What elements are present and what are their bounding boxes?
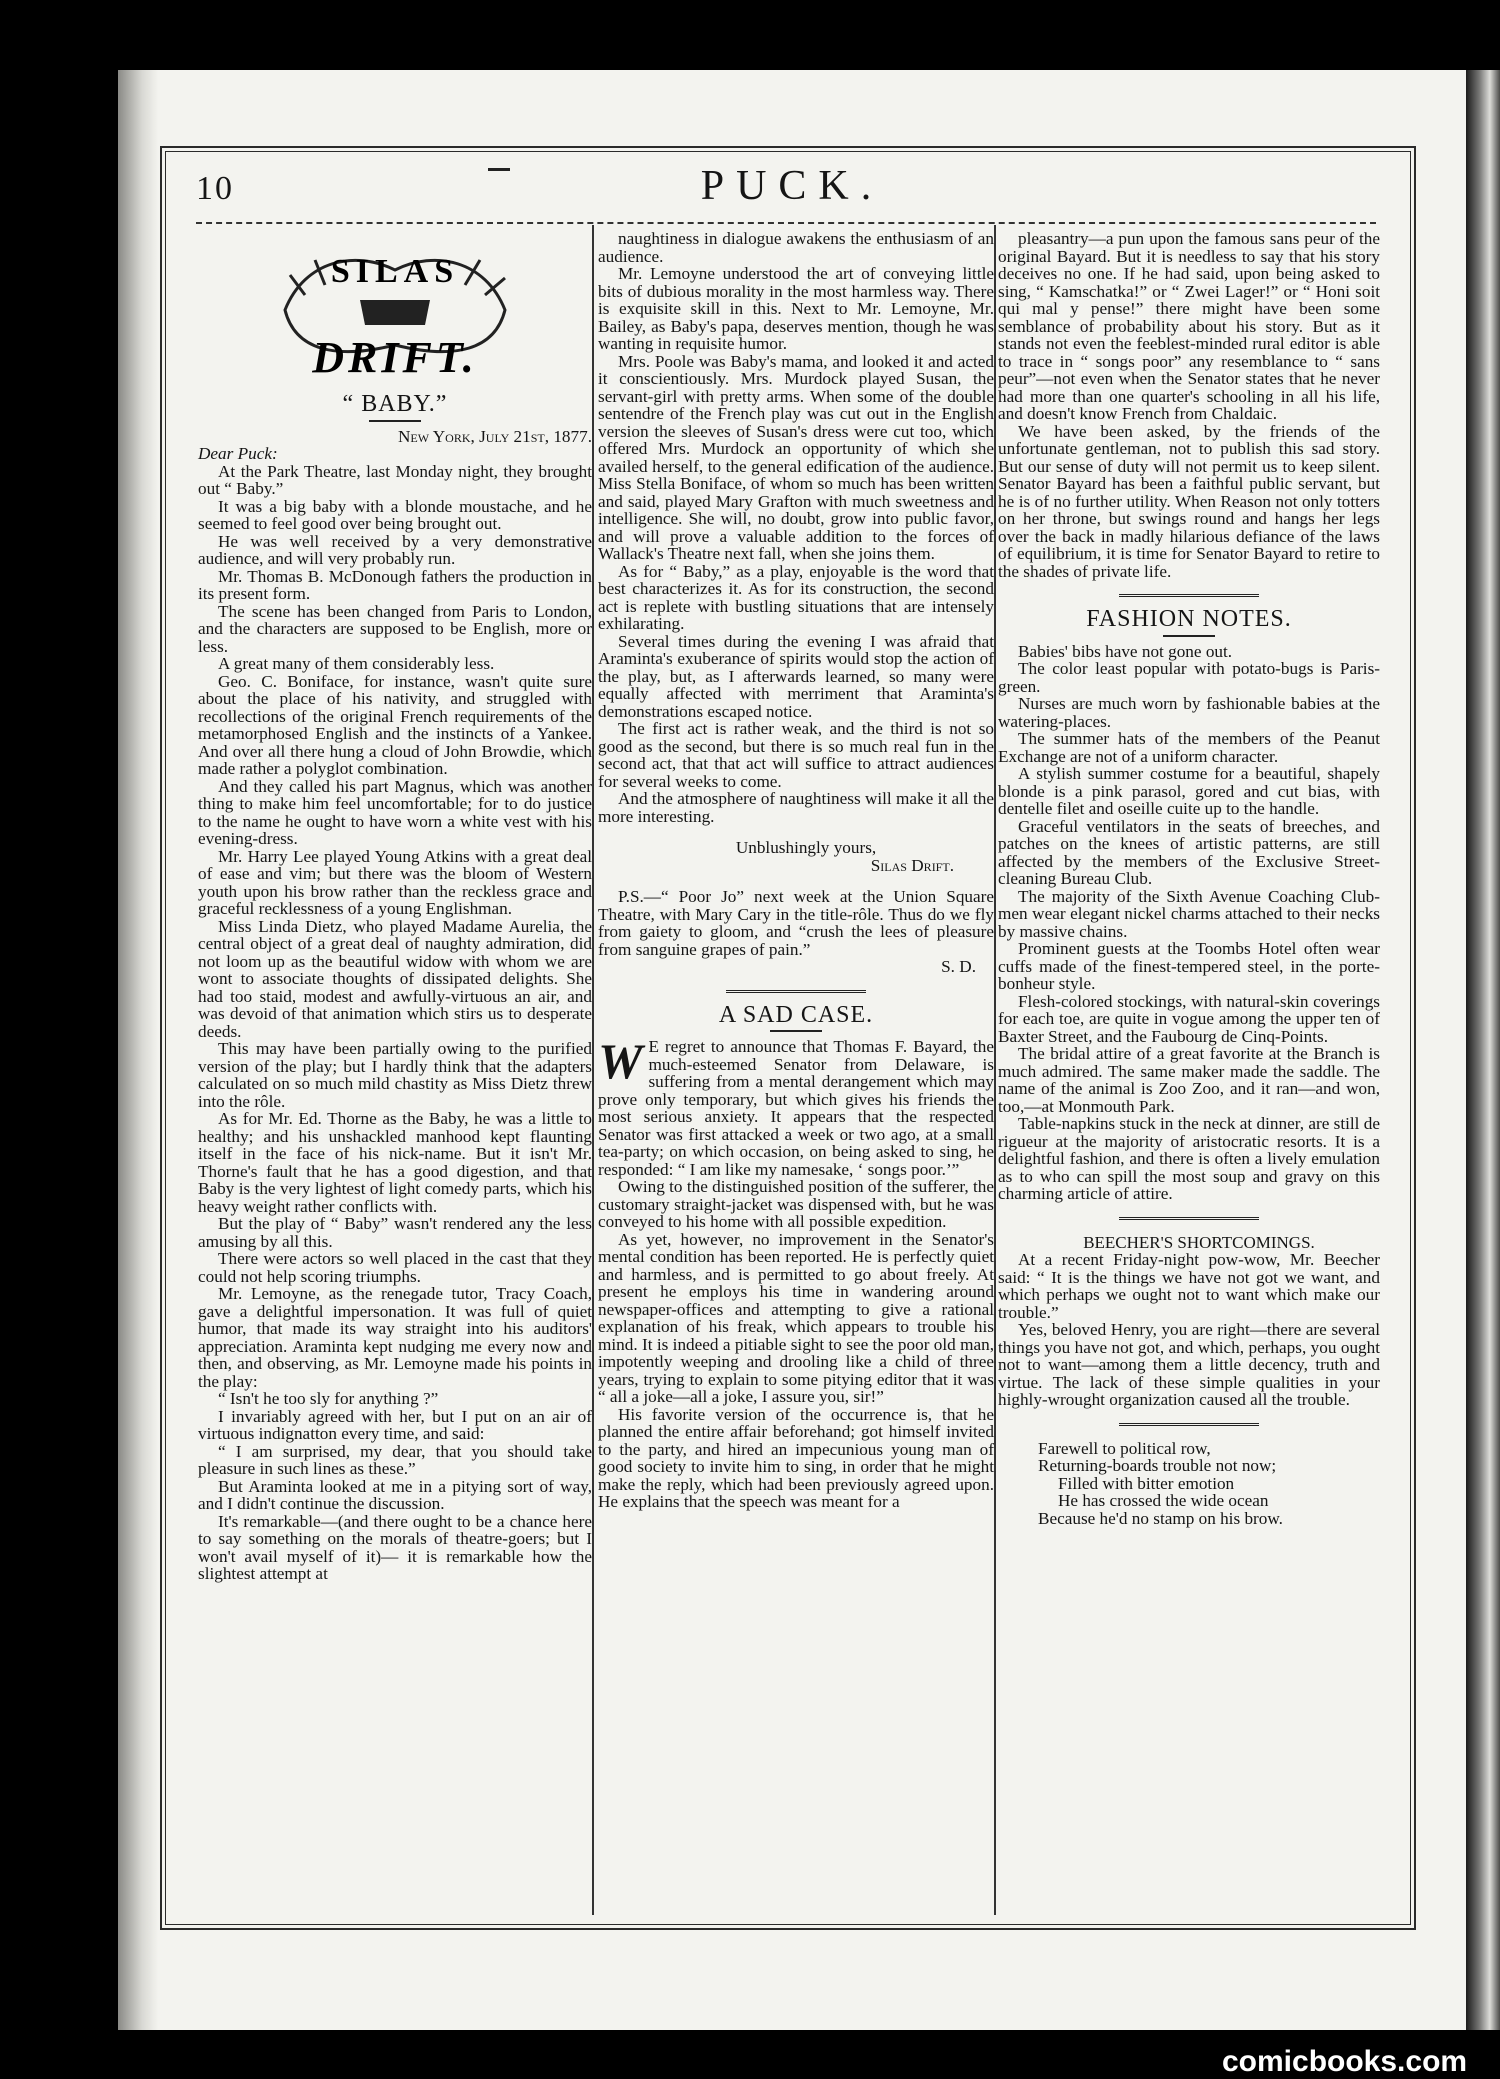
verse-line: Farewell to political row,: [1038, 1438, 1211, 1458]
paragraph: And the atmosphere of naughtiness will make it all the more interesting.: [598, 789, 994, 826]
sad-case-body: [598, 1033, 994, 1511]
paragraph: It's remarkable—(and there ought to be a chance here to say something on the morals of theatre-goers; but I won't avail myself of it)— it is remarkable how the slightest attempt at: [198, 1511, 592, 1583]
paragraph: At the Park Theatre, last Monday night, they brought out “ Baby.”: [198, 461, 592, 498]
fashion-notes-list: [998, 643, 1380, 1203]
silas-drift-logo: [265, 240, 525, 390]
paragraph: He was well received by a very demonstrative audience, and will very probably run.: [198, 531, 592, 568]
title-rule: [1163, 635, 1215, 637]
verse-line: Filled with bitter emotion: [1058, 1473, 1235, 1493]
paragraph: And they called his part Magnus, which was another thing to make him feel uncomfortable; for to do justice to the name he ought to have worn a white vest with his evening-dress.: [198, 776, 592, 848]
page-number: 10: [196, 170, 234, 207]
paragraph: “ I am surprised, my dear, that you should take pleasure in such lines as these.”: [198, 1441, 592, 1478]
fashion-note: A stylish summer costume for a beautiful, shapely blonde is a pink parasol, gored and cut bias, with dentelle filet and oseille cuite up to the handle.: [998, 764, 1380, 818]
section-divider: [1119, 1423, 1259, 1426]
paragraph: As for “ Baby,” as a play, enjoyable is the word that best characterizes it. As for its construction, the second act is replete with bustling situations that are intensely exhilarating.: [598, 561, 994, 633]
beecher-body: [998, 1251, 1380, 1409]
verse-line: Because he'd no stamp on his brow.: [1038, 1508, 1283, 1528]
paragraph: We have been asked, by the friends of the unfortunate gentleman, not to publish this sad story. But our sense of duty will not permit us to keep silent. Senator Bayard has been a faithful public servant, but he is of no further utility. When Reason not only totters on her throne, but swings round and hangs her legs over the back in madly hilarious defiance of the laws of equilibrium, it is time for Senator Bayard to retire to the shades of private life.: [998, 421, 1380, 581]
section-divider: [1119, 1217, 1259, 1220]
fashion-note: The color least popular with potato-bugs is Paris-green.: [998, 659, 1380, 696]
page-gutter-shadow: [118, 70, 158, 2030]
fashion-note: Prominent guests at the Toombs Hotel often wear cuffs made of the finest-tempered steel, in the porte-bonheur style.: [998, 939, 1380, 993]
paragraph: E regret to announce that Thomas F. Bayard, the much-esteemed Senator from Delaware, is suffering from a mental derangement which may prove only temporary, but which gives his friends the most serious anxiety. It appears that the respected Senator was first attacked a week or two ago, at a small tea-party; on which occasion, on being asked to sing, he responded: “ I am like my namesake, ‘ songs poor.’”: [598, 1037, 994, 1179]
paragraph: Mrs. Poole was Baby's mama, and looked it and acted it conscientiously. Mrs. Murdock played Susan, the servant-girl with pretty arms. When some of the double sentendre of the French play was cut out in the English version the sleeves of Susan's dress were cut too, which offered Mrs. Murdock an opportunity of which she availed herself, to the general edification of the audience. Miss Stella Boniface, of whom so much has been written and said, played Mary Grafton with much sweetness and intelligence. She will, no doubt, grow into public favor, and will prove a valuable addition to the forces of Wallack's Theatre next fall, when she joins them.: [598, 351, 994, 563]
section-divider: [1119, 594, 1259, 597]
logo-word-drift: DRIFT.: [312, 333, 478, 382]
paragraph: But Araminta looked at me in a pitying sort of way, and I didn't continue the discussion.: [198, 1476, 592, 1513]
column-1: [198, 230, 592, 1583]
sad-case-title: A SAD CASE.: [718, 1001, 874, 1028]
paragraph: As for Mr. Ed. Thorne as the Baby, he was a little to healthy; and his unshackled manhood kept flaunting itself in the face of his nick-name. But it isn't Mr. Thorne's fault that he has a good digestion, and that Baby is the very lightest of light comedy parts, which his heavy weight rather conflicts with.: [198, 1109, 592, 1216]
paragraph: His favorite version of the occurrence is, that he planned the entire affair beforehand; got himself invited to the party, and hired an impecunious young man of good society to invite him to sing, in order that he might make the reply, which had been previously agreed upon. He explains that the speech was meant for a: [598, 1404, 994, 1511]
fashion-notes-title: FASHION NOTES.: [1086, 606, 1292, 632]
paragraph: Mr. Harry Lee played Young Atkins with a great deal of ease and vim; but there was the bloom of Western youth upon his brow rather than the reckless grace and graceful recklessness of a young Englishman.: [198, 846, 592, 918]
paragraph: Owing to the distinguished position of the sufferer, the customary straight-jacket was dispensed with, but he was conveyed to his home with all possible expedition.: [598, 1177, 994, 1231]
signature: Silas Drift.: [870, 855, 954, 875]
verse-line: Returning-boards trouble not now;: [1038, 1456, 1277, 1475]
header-rule: [196, 222, 1376, 224]
fashion-note: Flesh-colored stockings, with natural-skin coverings for each toe, are quite in vogue among the upper ten of Baxter Street, and the Faubourg de Cinq-Points.: [998, 991, 1380, 1046]
fashion-note: Graceful ventilators in the seats of breeches, and patches on the knees of artistic patterns, are still affected by the members of the Exclusive Street-cleaning Bureau Club.: [998, 816, 1380, 888]
paragraph: A great many of them considerably less.: [218, 654, 495, 673]
paragraph: At a recent Friday-night pow-wow, Mr. Beecher said: “ It is the things we have not got we want, and which perhaps we ought not to want which make our trouble.”: [998, 1250, 1380, 1322]
site-watermark: comicbooks.com: [1222, 2045, 1468, 2078]
paragraph: Geo. C. Boniface, for instance, wasn't quite sure about the place of his nativity, and struggled with recollections of the original French requirements of the metamorphosed English and the instincts of a Yankee. And over all there hung a cloud of John Browdie, which made rather a polyglot combination.: [198, 671, 592, 778]
article-body: [198, 463, 592, 1583]
column-2: [598, 230, 994, 1511]
paragraph: “ Isn't he too sly for anything ?”: [218, 1389, 439, 1408]
paragraph: Mr. Thomas B. McDonough fathers the production in its present form.: [198, 566, 592, 603]
drop-cap: W: [598, 1033, 643, 1089]
verse: [998, 1440, 1380, 1528]
paragraph: pleasantry—a pun upon the famous sans peur of the original Bayard. But it is needless to say that his story deceives no one. If he had said, upon being asked to sing, “ Kamschatka!” or “ Zwei Lager!” or “ Honi soit qui mal y pense!” there might have been some semblance of probability about his story. But as it stands not even the feeblest-minded rural editor is able to trace in “ songs poor” any resemblance to “ sans peur”—not even when the Senator states that he never had more than one quarter's schooling in all his life, and doesn't know French from Chaldaic.: [998, 229, 1380, 423]
paragraph: It was a big baby with a blonde moustache, and he seemed to feel good over being brought out.: [198, 496, 592, 533]
paragraph: Yes, beloved Henry, you are right—there are several things you have not got, and which, perhaps, you ought not to want—among them a little decency, truth and virtue. The lack of these simple qualities in your highly-wrought organization caused all the trouble.: [998, 1320, 1380, 1409]
article-body-continued: [598, 230, 994, 825]
fashion-note: Nurses are much worn by fashionable babies at the watering-places.: [998, 694, 1380, 731]
fashion-note: Table-napkins stuck in the neck at dinner, are still de rigueur at the majority of aristocratic resorts. It is a delightful fashion, and there is often a lively emulation as to who can spill the most soup and gravy on this charming article of attire.: [998, 1114, 1380, 1203]
paragraph: This may have been partially owing to the purified version of the play; but I hardly think that the adapters calculated on so much mild chastity as Miss Dietz threw into the rôle.: [198, 1039, 592, 1111]
paragraph: The scene has been changed from Paris to London, and the characters are supposed to be English, more or less.: [198, 601, 592, 656]
section-divider: [726, 990, 866, 993]
paragraph: Mr. Lemoyne, as the renegade tutor, Tracy Coach, gave a delightful impersonation. It was full of quiet humor, that made its way straight into his auditors' appreciation. Araminta kept nudging me every now and then, and observing, as Mr. Lemoyne made his points in the play:: [198, 1284, 592, 1391]
ps-initials: S. D.: [941, 957, 976, 976]
verse-line: He has crossed the wide ocean: [1058, 1491, 1269, 1510]
masthead-title: PUCK.: [700, 163, 884, 209]
fashion-note: Babies' bibs have not gone out.: [1018, 641, 1233, 661]
fashion-note: The bridal attire of a great favorite at the Branch is much admired. The same maker made the saddle. The name of the animal is Zoo Zoo, and it ran—and won, too,—at Monmouth Park.: [998, 1044, 1380, 1116]
title-rule: [369, 420, 421, 422]
salutation: Dear Puck:: [198, 444, 278, 463]
fashion-note: The summer hats of the members of the Peanut Exchange are not of a uniform character.: [998, 729, 1380, 766]
paragraph: Miss Linda Dietz, who played Madame Aurelia, the central object of a great deal of naughty admiration, did not loom up as the beautiful widow with whom we are wont to associate thoughts of dissipated delights. She had too staid, modest and awfully-virtuous an air, and was devoid of that animation which stirs us to desperate deeds.: [198, 916, 592, 1041]
sad-case-continued: [998, 230, 1380, 580]
beecher-title: BEECHER'S SHORTCOMINGS.: [1083, 1232, 1315, 1252]
paragraph: As yet, however, no improvement in the Senator's mental condition has been reported. He is perfectly quiet and harmless, and is permitted to go about freely. At present he employs his time in wandering around newspaper-offices and attempting to give a rational explanation of his freak, which appears to trouble his mind. It is indeed a pitiable sight to see the poor old man, impotently weeping and drooling like a child of three years, trying to explain to some pitying editor that it was “ all a joke—all a joke, I assure you, sir!”: [598, 1229, 994, 1406]
article-title: “ BABY.”: [342, 391, 448, 417]
paragraph: I invariably agreed with her, but I put on an air of virtuous indignatton every time, and said:: [198, 1406, 592, 1443]
print-mark: [488, 168, 510, 171]
paragraph: Several times during the evening I was afraid that Araminta's exuberance of spirits would stop the action of the play, but, as I afterwards learned, so many were equally affected with merriment that Araminta's demonstrations escaped notice.: [598, 631, 994, 721]
logo-word-silas: SILAS: [330, 253, 460, 290]
closing: Unblushingly yours,: [735, 838, 877, 857]
column-rule: [994, 225, 996, 1915]
column-rule: [592, 225, 594, 1915]
paragraph: naughtiness in dialogue awakens the enthusiasm of an audience.: [598, 229, 994, 266]
fashion-note: The majority of the Sixth Avenue Coaching Club-men wear elegant nickel charms attached to their necks by massive chains.: [998, 886, 1380, 941]
adjacent-page-edge: [1466, 70, 1500, 2030]
dateline: New York, July 21st, 1877.: [398, 426, 592, 446]
paragraph: The first act is rather weak, and the third is not so good as the second, but there is so much real fun in the second act, that that act will suffice to attract audiences for several weeks to come.: [598, 719, 994, 791]
title-rule: [770, 1030, 822, 1032]
paragraph: There were actors so well placed in the cast that they could not help scoring triumphs.: [198, 1249, 592, 1286]
paragraph: But the play of “ Baby” wasn't rendered any the less amusing by all this.: [198, 1214, 592, 1251]
postscript: P.S.—“ Poor Jo” next week at the Union Square Theatre, with Mary Cary in the title-rôle. Thus do we fly from gaiety to gloom, and “crush the lees of pleasure from sanguine grapes of pain.”: [598, 887, 994, 959]
column-3: [998, 230, 1380, 1527]
scanned-page: [118, 70, 1466, 2030]
paragraph: Mr. Lemoyne understood the art of conveying little bits of dubious morality in the most harmless way. There is exquisite skill in this. Next to Mr. Lemoyne, Mr. Bailey, as Baby's papa, deserves mention, though he was wanting in requisite humor.: [598, 264, 994, 353]
